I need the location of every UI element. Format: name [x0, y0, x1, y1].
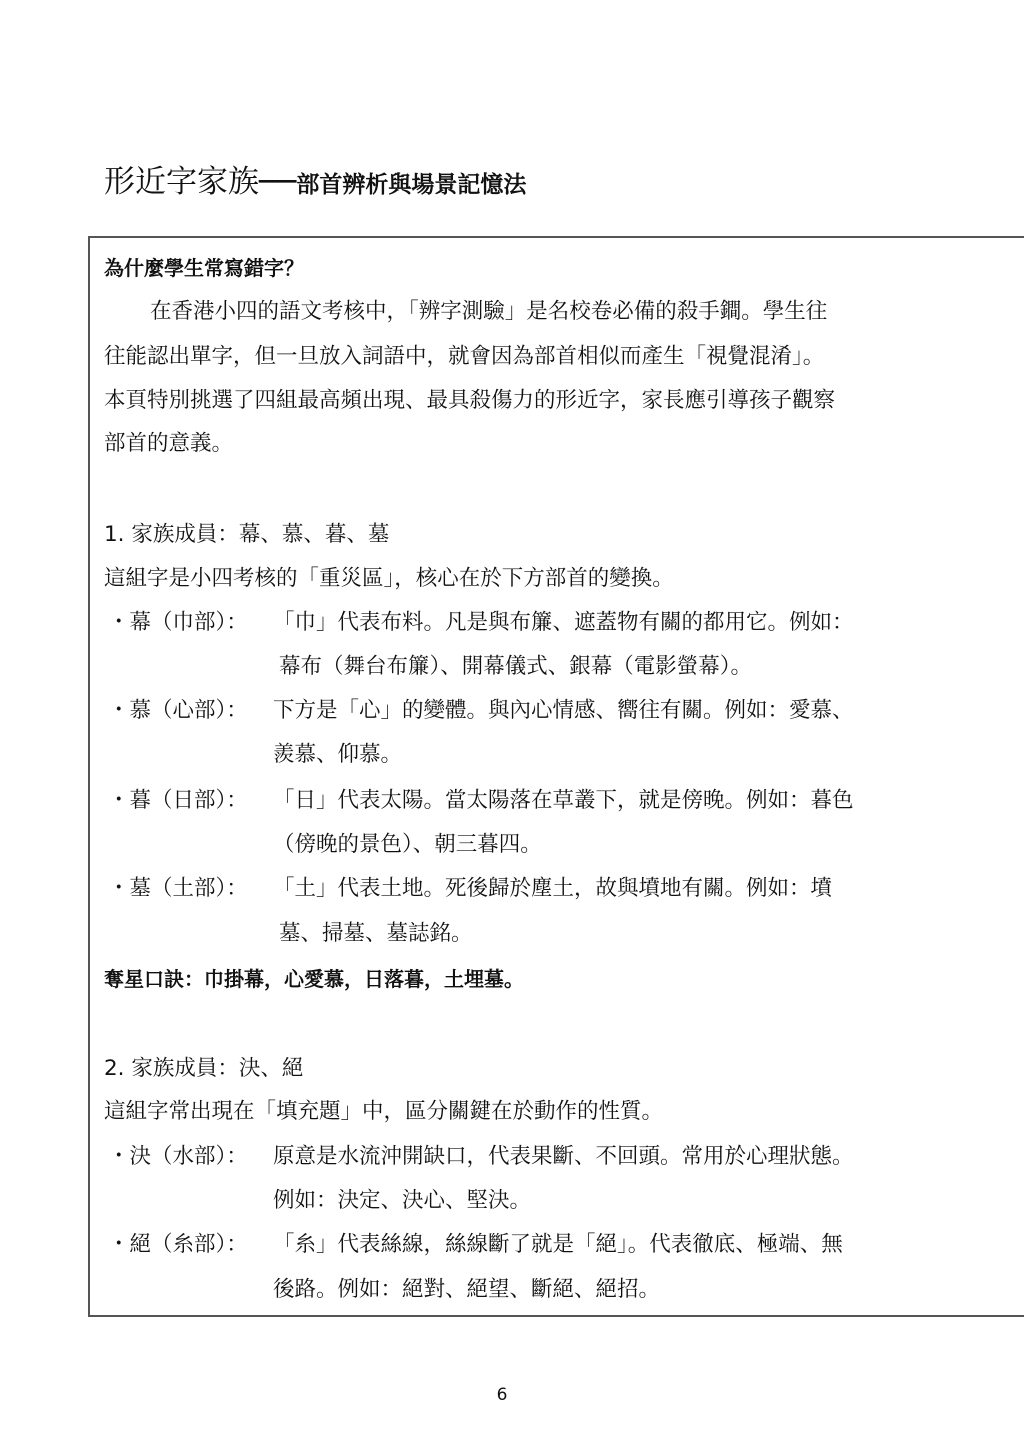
group1-item-text: （傍晚的景色）、朝三暮四。: [273, 832, 542, 857]
title-dash: ──: [259, 164, 297, 200]
intro-line: 部首的意義。: [104, 431, 234, 456]
page-title: [104, 156, 526, 201]
group1-mnemonic: 奪星口訣：巾掛幕，心愛慕，日落暮，土埋墓。: [104, 967, 524, 991]
group1-item-text: 「日」代表太陽。當太陽落在草叢下，就是傍晚。例如：暮色: [273, 788, 854, 813]
group1-item-text: 「巾」代表布料。凡是與布簾、遮蓋物有關的都用它。例如：: [273, 610, 854, 635]
group1-item-text: 幕布（舞台布簾）、開幕儀式、銀幕（電影螢幕）。: [279, 654, 753, 679]
group1-item-text: 「土」代表土地。死後歸於塵土，故與墳地有關。例如：墳: [273, 876, 833, 901]
group1-item-text: 下方是「心」的變體。與內心情感、嚮往有關。例如：愛慕、: [273, 698, 854, 723]
group2-item-text: 「糸」代表絲線，絲線斷了就是「絕」。代表徹底、極端、無: [273, 1232, 843, 1257]
group1-item-label: ・幕（巾部）：: [108, 610, 248, 635]
group2-item-label: ・絕（糸部）：: [108, 1232, 248, 1257]
group1-item-label: ・墓（土部）：: [108, 876, 248, 901]
group1-desc: 這組字是小四考核的「重災區」，核心在於下方部首的變換。: [104, 566, 674, 591]
intro-line: 在香港小四的語文考核中，「辨字測驗」是名校卷必備的殺手鐧。學生往: [150, 299, 828, 324]
page-number: 6: [496, 1385, 508, 1405]
group2-item-text: 例如：決定、決心、堅決。: [273, 1188, 532, 1213]
group2-title: 2. 家族成員：決、絕: [104, 1056, 304, 1081]
intro-heading: 為什麼學生常寫錯字？: [104, 256, 304, 280]
group1-item-text: 墓、掃墓、墓誌銘。: [279, 921, 473, 946]
group2-item-label: ・決（水部）：: [108, 1144, 248, 1169]
intro-line: 往能認出單字，但一旦放入詞語中，就會因為部首相似而產生「視覺混淆」。: [104, 344, 825, 369]
group1-item-label: ・暮（日部）：: [108, 788, 248, 813]
group1-item-text: 羨慕、仰慕。: [273, 742, 403, 767]
title-main: 形近字家族: [104, 164, 259, 200]
group2-item-text: 原意是水流沖開缺口，代表果斷、不回頭。常用於心理狀態。: [273, 1144, 854, 1169]
title-subtitle: 部首辨析與場景記憶法: [296, 172, 527, 198]
group2-item-text: 後路。例如：絕對、絕望、斷絕、絕招。: [273, 1277, 661, 1302]
intro-line: 本頁特別挑選了四組最高頻出現、最具殺傷力的形近字，家長應引導孩子觀察: [104, 388, 836, 413]
group1-item-label: ・慕（心部）：: [108, 698, 248, 723]
group2-desc: 這組字常出現在「填充題」中，區分關鍵在於動作的性質。: [104, 1099, 664, 1124]
group1-title: 1. 家族成員：幕、慕、暮、墓: [104, 522, 390, 547]
